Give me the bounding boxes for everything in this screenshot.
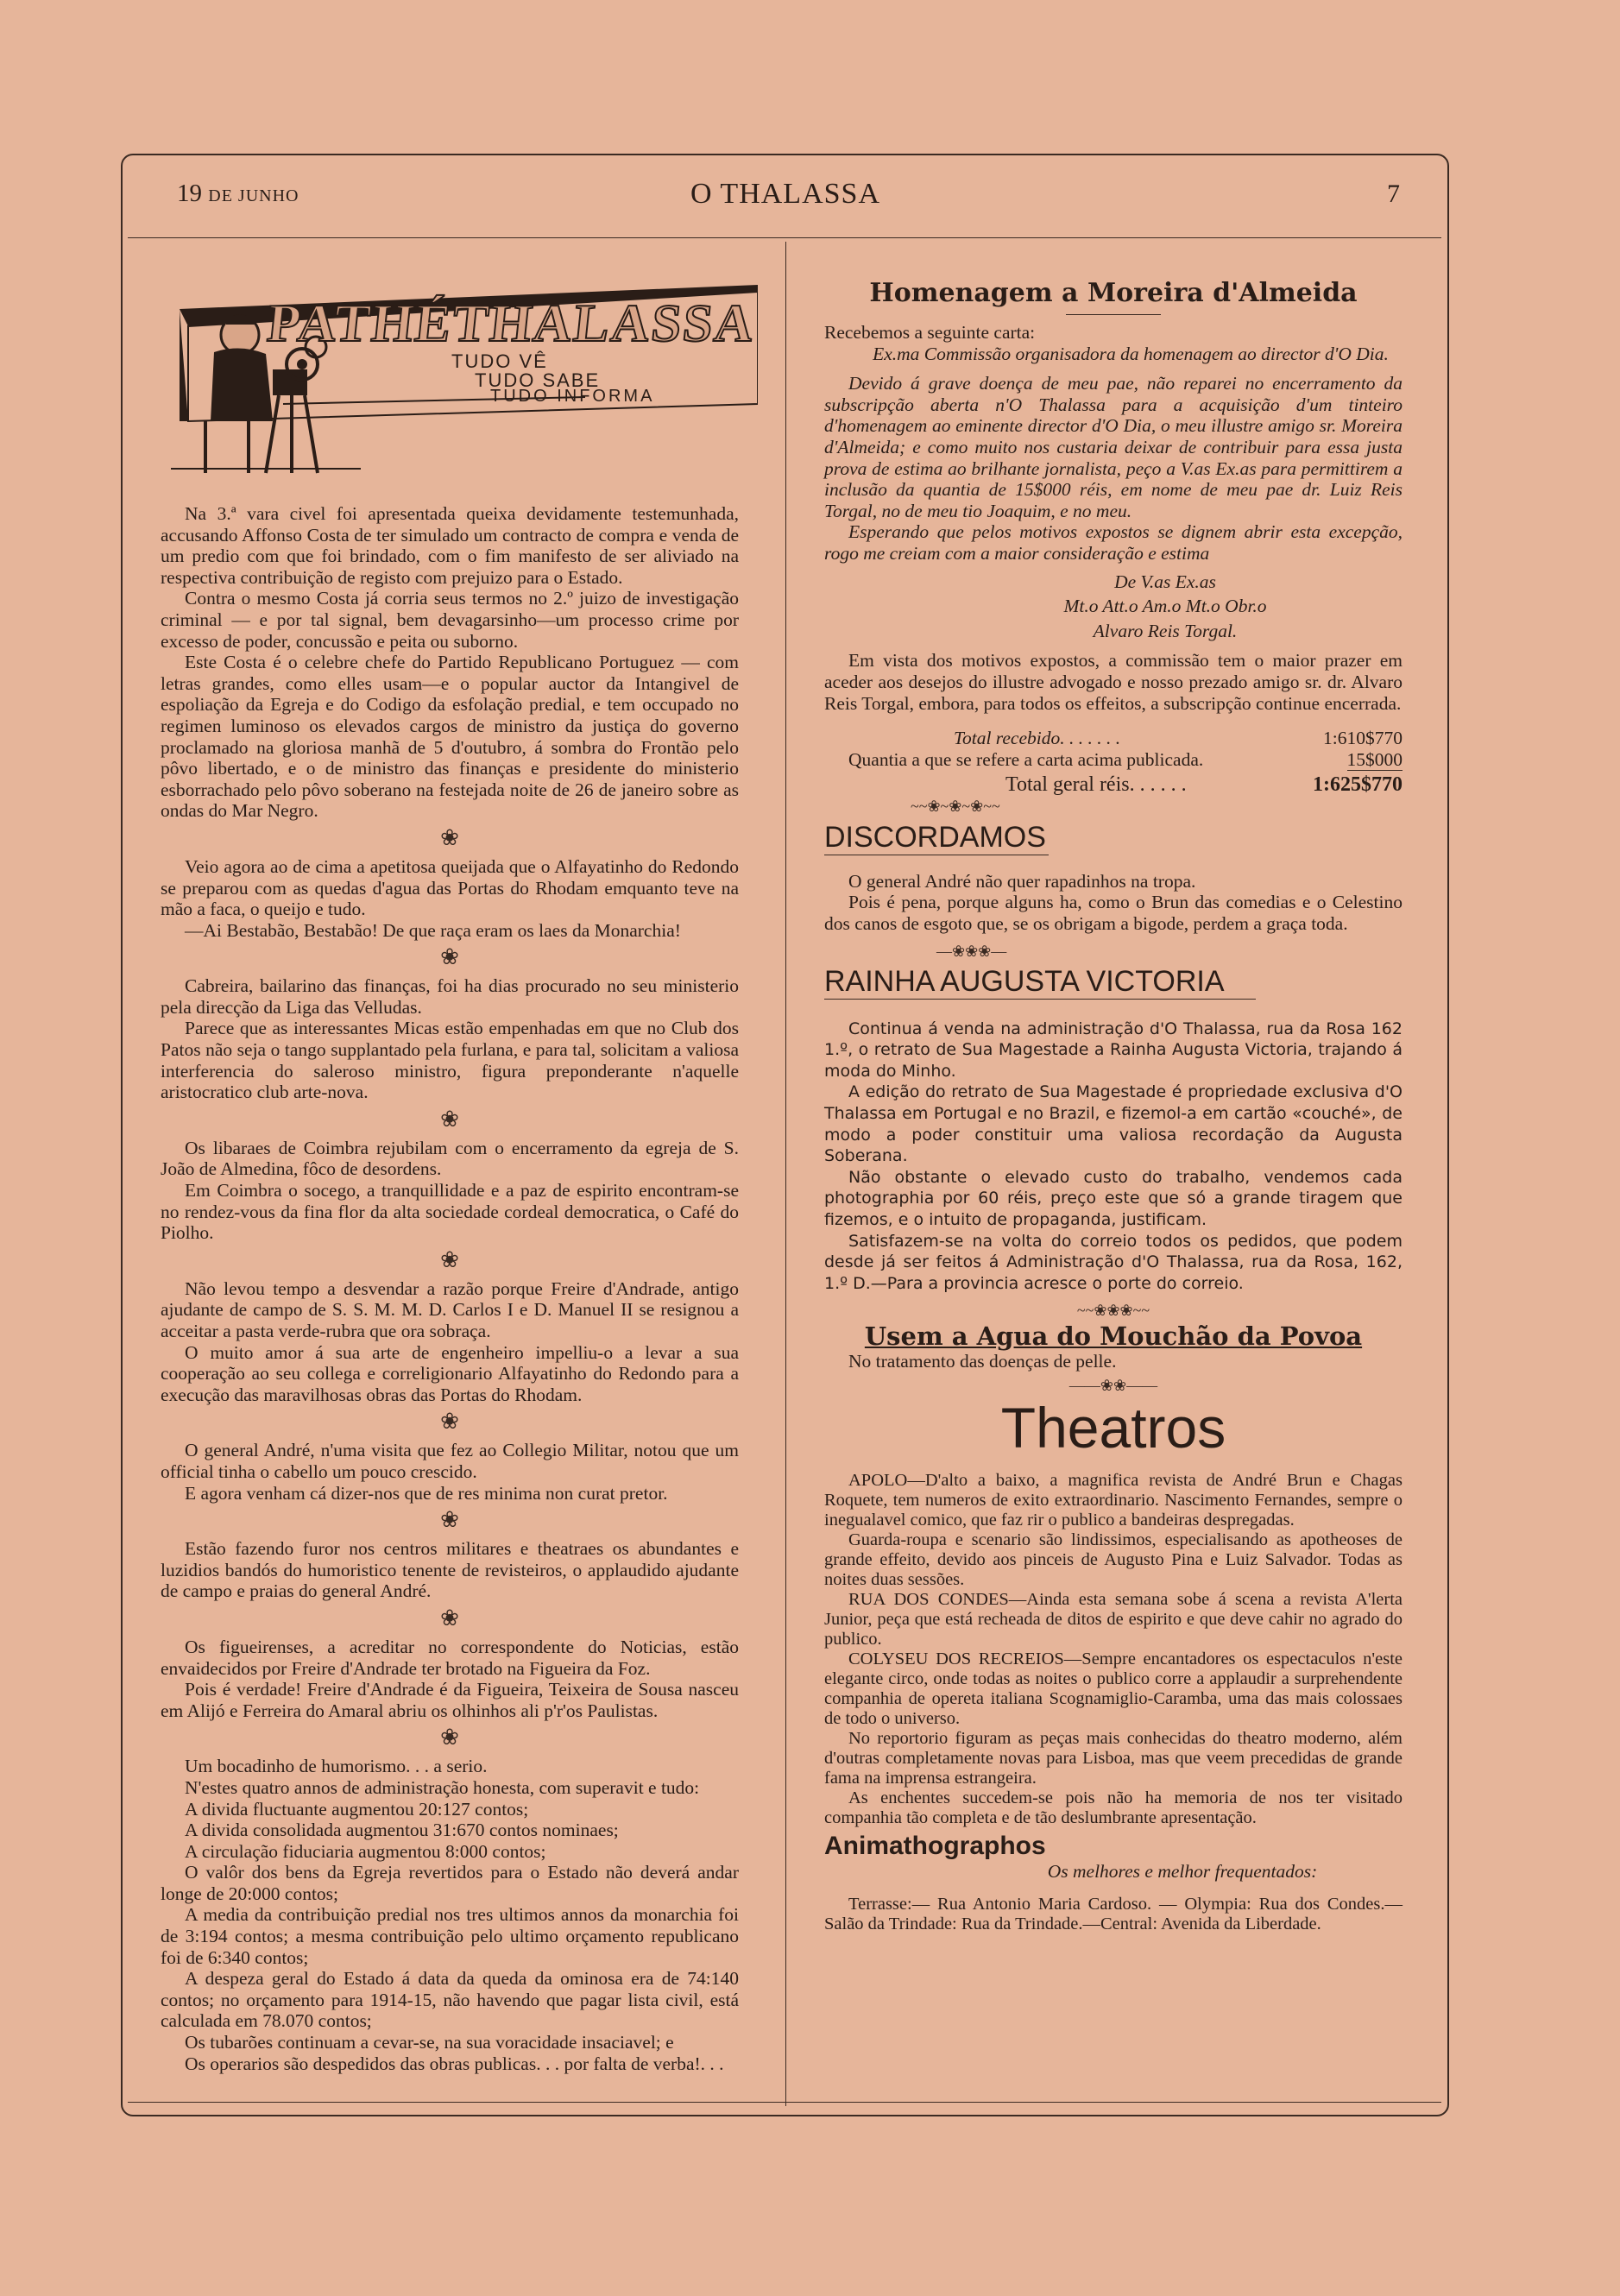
- paragraph: Terrasse:— Rua Antonio Maria Cardoso. — Olympia: Rua dos Condes.—Salão da Trindade: Rua da Trindade.—Central: Avenida da Liberdade.: [824, 1894, 1403, 1933]
- banner-sub-1: TUDO VÊ: [451, 350, 548, 372]
- paragraph: Em Coimbra o socego, a tranquillidade e a paz de espirito encontram-se no rendez-vous da fina flor da alta sociedade cordeal democratica, o Café do Piolho.: [161, 1180, 739, 1244]
- paragraph: RUA DOS CONDES—Ainda esta semana sobe á scena a revista A'lerta Junior, peça que está recheada de ditos de espirito e que deve cahir no agrado do publico.: [824, 1589, 1403, 1649]
- paragraph: Os figueirenses, a acreditar no correspondente do Noticias, estão envaidecidos por Freire d'Andrade ter brotado na Figueira da Foz.: [161, 1636, 739, 1679]
- paragraph: As enchentes succedem-se pois não ha memoria de nos ter visitado companhia tão completa e de tão deslumbrante apresentação.: [824, 1788, 1403, 1827]
- paragraph: E agora venham cá dizer-nos que de res minima non curat pretor.: [185, 1482, 668, 1504]
- ornament-icon: ❀: [440, 1106, 459, 1132]
- ornament-icon: ❀: [440, 1605, 459, 1631]
- total-label: Total geral réis. . . . . .: [1005, 773, 1187, 797]
- header-title: O THALASSA: [690, 178, 880, 210]
- column-divider: [785, 242, 786, 2106]
- paragraph: Os libaraes de Coimbra rejubilam com o encerramento da egreja de S. João de Almedina, fôco de desordens.: [161, 1137, 739, 1180]
- ornament-icon: ❀: [440, 1507, 459, 1533]
- left-column: [161, 503, 739, 2074]
- theatros-title: Theatros: [1000, 1395, 1226, 1460]
- list-item: A circulação fiduciaria augmentou 8:000 contos;: [185, 1840, 546, 1862]
- total-value: 1:625$770: [1313, 773, 1403, 797]
- paragraph: Recebemos a seguinte carta:: [824, 322, 1036, 343]
- paragraph: Satisfazem-se na volta do correio todos os pedidos, que podem desde já ser feitos á Administração d'O Thalassa, rua da Rosa, 162, 1.º D.—Para a provincia acresce o porte do correio.: [824, 1231, 1403, 1293]
- letter-body: Devido á grave doença de meu pae, não reparei no encerramento da subscripção aberta n'O Thalassa para a acquisição d'um tinteiro d'homenagem ao eminente director d'O Dia, o meu illustre amigo sr. Moreira d'Almeida; e como muito nos custaria deixar de contribuir para essa justa prova de estima ao brilhante jornalista, peço a V.as Ex.as para permittirem a inclusão da quantia de 15$000 réis, em nome de meu pae dr. Luiz Reis Torgal, no de meu tio Joaquim, e no meu.: [824, 373, 1403, 521]
- agua-mouchao-title: Usem a Agua do Mouchão da Povoa: [864, 1321, 1363, 1352]
- list-item: A divida consolidada augmentou 31:670 contos nominaes;: [185, 1820, 619, 1841]
- paragraph: Um bocadinho de humorismo. . . a serio.: [185, 1756, 488, 1777]
- letter-sign-2: Mt.o Att.o Am.o Mt.o Obr.o: [1063, 596, 1267, 617]
- paragraph: —Ai Bestabão, Bestabão! De que raça eram os laes da Monarchia!: [185, 919, 681, 941]
- list-item: Os operarios são despedidos das obras publicas. . . por falta de verba!. . .: [185, 2053, 724, 2074]
- list-item: A media da contribuição predial nos tres ultimos annos da monarchia foi de 3:194 contos; a mesma contribuição pelo ultimo orçamento republicano foi de 6:340 contos;: [161, 1904, 739, 1968]
- paragraph: APOLO—D'alto a baixo, a magnifica revista de André Brun e Chagas Roquete, tem numeros de exito extraordinario. Nascimento Fernandes, sempre o inegualavel comico, que faz rir o publico a bandeiras despregadas.: [824, 1470, 1403, 1530]
- paragraph: Não levou tempo a desvendar a razão porque Freire d'Andrade, antigo ajudante de campo de S. S. M. M. D. Carlos I e D. Manuel II se resignou a acceitar a pasta verde-rubra que ora sobraça.: [161, 1277, 739, 1341]
- letter-addressee: Ex.ma Commissão organisadora da homenagem ao director d'O Dia.: [873, 343, 1389, 364]
- paragraph: Estão fazendo furor nos centros militares e theatraes os abundantes e luzidios bandós do humoristico tenente de revisteiros, o applaudido ajudante de campo e praias do general André.: [161, 1538, 739, 1602]
- paragraph: Pois é verdade! Freire d'Andrade é da Figueira, Teixeira de Sousa nasceu em Alijó e Ferreira do Amaral abriu os olhinhos ali p'r'os Paulistas.: [161, 1679, 739, 1721]
- total-row-2: [824, 749, 1403, 772]
- page-number: 7: [1387, 180, 1400, 208]
- letter-closing: Esperando que pelos motivos expostos se dignem abrir esta excepção, rogo me creiam com a maior consideração e estima: [824, 521, 1403, 564]
- total-value: 15$000: [1346, 748, 1403, 770]
- banner-word-pathe: PATHÉ: [264, 294, 457, 353]
- page-header: [129, 180, 1441, 214]
- total-row-1: [824, 728, 1403, 749]
- paragraph: No tratamento das doenças de pelle.: [848, 1351, 1117, 1372]
- total-value: 1:610$770: [1323, 728, 1403, 749]
- paragraph: Parece que as interessantes Micas estão empenhadas em que no Club dos Patos não seja o tango supplantado pela furlana, e para tal, solicitam a valiosa interferencia do saleroso ministro, figura preponderante n'aquelle aristocratico club arte-nova.: [161, 1018, 739, 1103]
- header-day: 19: [177, 180, 202, 207]
- paragraph: N'estes quatro annos de administração honesta, com superavit e tudo:: [185, 1776, 700, 1798]
- footer-rule: [128, 2102, 1441, 2103]
- letter-signature: Alvaro Reis Torgal.: [1093, 620, 1238, 641]
- divider: [1066, 314, 1161, 315]
- paragraph: A edição do retrato de Sua Magestade é propriedade exclusiva d'O Thalassa em Portugal e no Brazil, e fizemol-a em cartão «couché», de modo a poder constituir uma valiosa recordação da Augusta Soberana.: [824, 1082, 1403, 1166]
- paragraph: Guarda-roupa e scenario são lindissimos, especialisando as apotheoses de grande effeito, devido aos pinceis de Augusto Pina e Luiz Salvador. Todas as noites duas sessões.: [824, 1530, 1403, 1589]
- rainha-title: RAINHA AUGUSTA VICTORIA: [824, 964, 1256, 1000]
- paragraph: Veio agora ao de cima a apetitosa queijada que o Alfayatinho do Redondo se preparou com as quedas d'agua das Portas do Rhodam emquanto teve na mão a faca, o queijo e tudo.: [161, 855, 739, 920]
- ornament-divider-icon: ~~❀❀❀~~: [1076, 1302, 1150, 1320]
- ornament-divider-icon: ——❀❀——: [1068, 1376, 1158, 1394]
- paragraph: Cabreira, bailarino das finanças, foi ha dias procurado no seu ministerio pela direcção da Liga das Velludas.: [161, 975, 739, 1018]
- paragraph: No reportorio figuram as peças mais conhecidas do theatro moderno, além d'outras completamente novas para Lisboa, mas que veem precedidas de grande fama na imprensa estrangeira.: [824, 1728, 1403, 1788]
- pathe-thalassa-banner: [154, 274, 758, 482]
- paragraph: Pois é pena, porque alguns ha, como o Brun das comedias e o Celestino dos canos de esgoto que, se os obrigam a bigode, perdem a graça toda.: [824, 892, 1403, 935]
- banner-title: [264, 293, 758, 355]
- ornament-icon: ❀: [440, 1409, 459, 1435]
- header-month: DE JUNHO: [208, 186, 299, 205]
- ornament-divider-icon: —❀❀❀—: [936, 942, 1007, 960]
- animathographos-title: Animathographos: [824, 1831, 1046, 1860]
- right-column: [824, 278, 1403, 1934]
- paragraph: O muito amor á sua arte de engenheiro impelliu-o a levar a sua cooperação ao seu collega e correligionario Alfayatinho do Redondo para a execução das maravilhosas obras das Portas do Rhodam.: [161, 1341, 739, 1405]
- ornament-icon: ❀: [440, 1725, 459, 1750]
- theatros-section: [824, 1471, 1403, 1828]
- list-item: O valôr dos bens da Egreja revertidos para o Estado não deverá andar longe de 20:000 contos;: [161, 1862, 739, 1904]
- paragraph: Na 3.ª vara civel foi apresentada queixa devidamente testemunhada, accusando Affonso Costa de ter simulado um contracto de compra e venda de um predio com que foi brindado, com o fim manifesto de ser aliviado na respectiva contribuição de registo com prejuizo para o Estado.: [161, 503, 739, 588]
- paragraph: COLYSEU DOS RECREIOS—Sempre encantadores os espectaculos n'este elegante circo, onde todas as noites o publico corre a applaudir a surprehendente companhia de opereta italiana Scognamiglio-Caramba, uma das mais colossaes de todo o universo.: [824, 1649, 1403, 1728]
- list-item: A divida fluctuante augmentou 20:127 contos;: [185, 1798, 529, 1820]
- total-label: Quantia a que se refere a carta acima publicada.: [848, 748, 1204, 770]
- list-item: A despeza geral do Estado á data da queda da ominosa era de 74:140 contos; no orçamento para 1914-15, não havendo que pagar lista civil, está calculada em 78.070 contos;: [161, 1968, 739, 2032]
- banner-sub-2: TUDO SABE: [475, 369, 601, 391]
- rainha-section: [824, 1019, 1403, 1295]
- homenagem-title: Homenagem a Moreira d'Almeida: [869, 278, 1358, 308]
- ornament-icon: ❀: [440, 1246, 459, 1272]
- paragraph: Em vista dos motivos expostos, a commissão tem o maior prazer em aceder aos desejos do illustre advogado e nosso prezado amigo sr. dr. Alvaro Reis Torgal, embora, para todos os effeitos, a subscripção continue encerrada.: [824, 650, 1403, 714]
- ornament-icon: ❀: [440, 824, 459, 850]
- ornament-icon: ❀: [440, 944, 459, 970]
- banner-word-thalassa: THALASSA: [449, 294, 759, 353]
- animathographos-subtitle: Os melhores e melhor frequentados:: [1047, 1860, 1318, 1882]
- paragraph: Este Costa é o celebre chefe do Partido Republicano Portuguez — com letras grandes, como elles usam—e o popular auctor da Intangivel de espoliação da Egreja e do Codigo da esfolação predial, e tem occupado no regimen luminoso os elevados cargos de ministro da justiça do governo proclamado na gloriosa manhã de 5 d'outubro, á sombra do Frontão pelo pôvo libertado, e o de ministro das finanças e presidente do ministerio esborrachado pelo pôvo soberano na festejada noite de 26 de janeiro sobre as ondas do Mar Negro.: [161, 652, 739, 822]
- list-item: Os tubarões continuam a cevar-se, na sua voracidade insaciavel; e: [185, 2032, 674, 2053]
- letter-sign-1: De V.as Ex.as: [1114, 571, 1216, 592]
- banner-sub-3: TUDO INFORMA: [490, 387, 655, 406]
- paragraph: O general André não quer rapadinhos na tropa.: [848, 870, 1196, 892]
- ornament-divider-icon: ~~❀~❀~❀~~: [911, 797, 1000, 815]
- paragraph: Continua á venda na administração d'O Thalassa, rua da Rosa 162 1.º, o retrato de Sua Magestade a Rainha Augusta Victoria, trajando á moda do Minho.: [824, 1019, 1403, 1081]
- total-row-3: [824, 774, 1403, 796]
- paragraph: O general André, n'uma visita que fez ao Collegio Militar, notou que um official tinha o cabello um pouco crescido.: [161, 1440, 739, 1482]
- total-label: Total recebido. . . . . . .: [954, 728, 1121, 749]
- header-rule: [128, 237, 1441, 238]
- paragraph: Contra o mesmo Costa já corria seus termos no 2.º juizo de investigação criminal — e por tal signal, bem devagarsinho—um processo crime por excesso de poder, concussão e peita ou suborno.: [161, 588, 739, 652]
- discordamos-title: DISCORDAMOS: [824, 820, 1049, 855]
- paragraph: Não obstante o elevado custo do trabalho, vendemos cada photographia por 60 réis, preço este que só a grande tiragem que fizemos, e o intuito de propaganda, justificam.: [824, 1167, 1403, 1229]
